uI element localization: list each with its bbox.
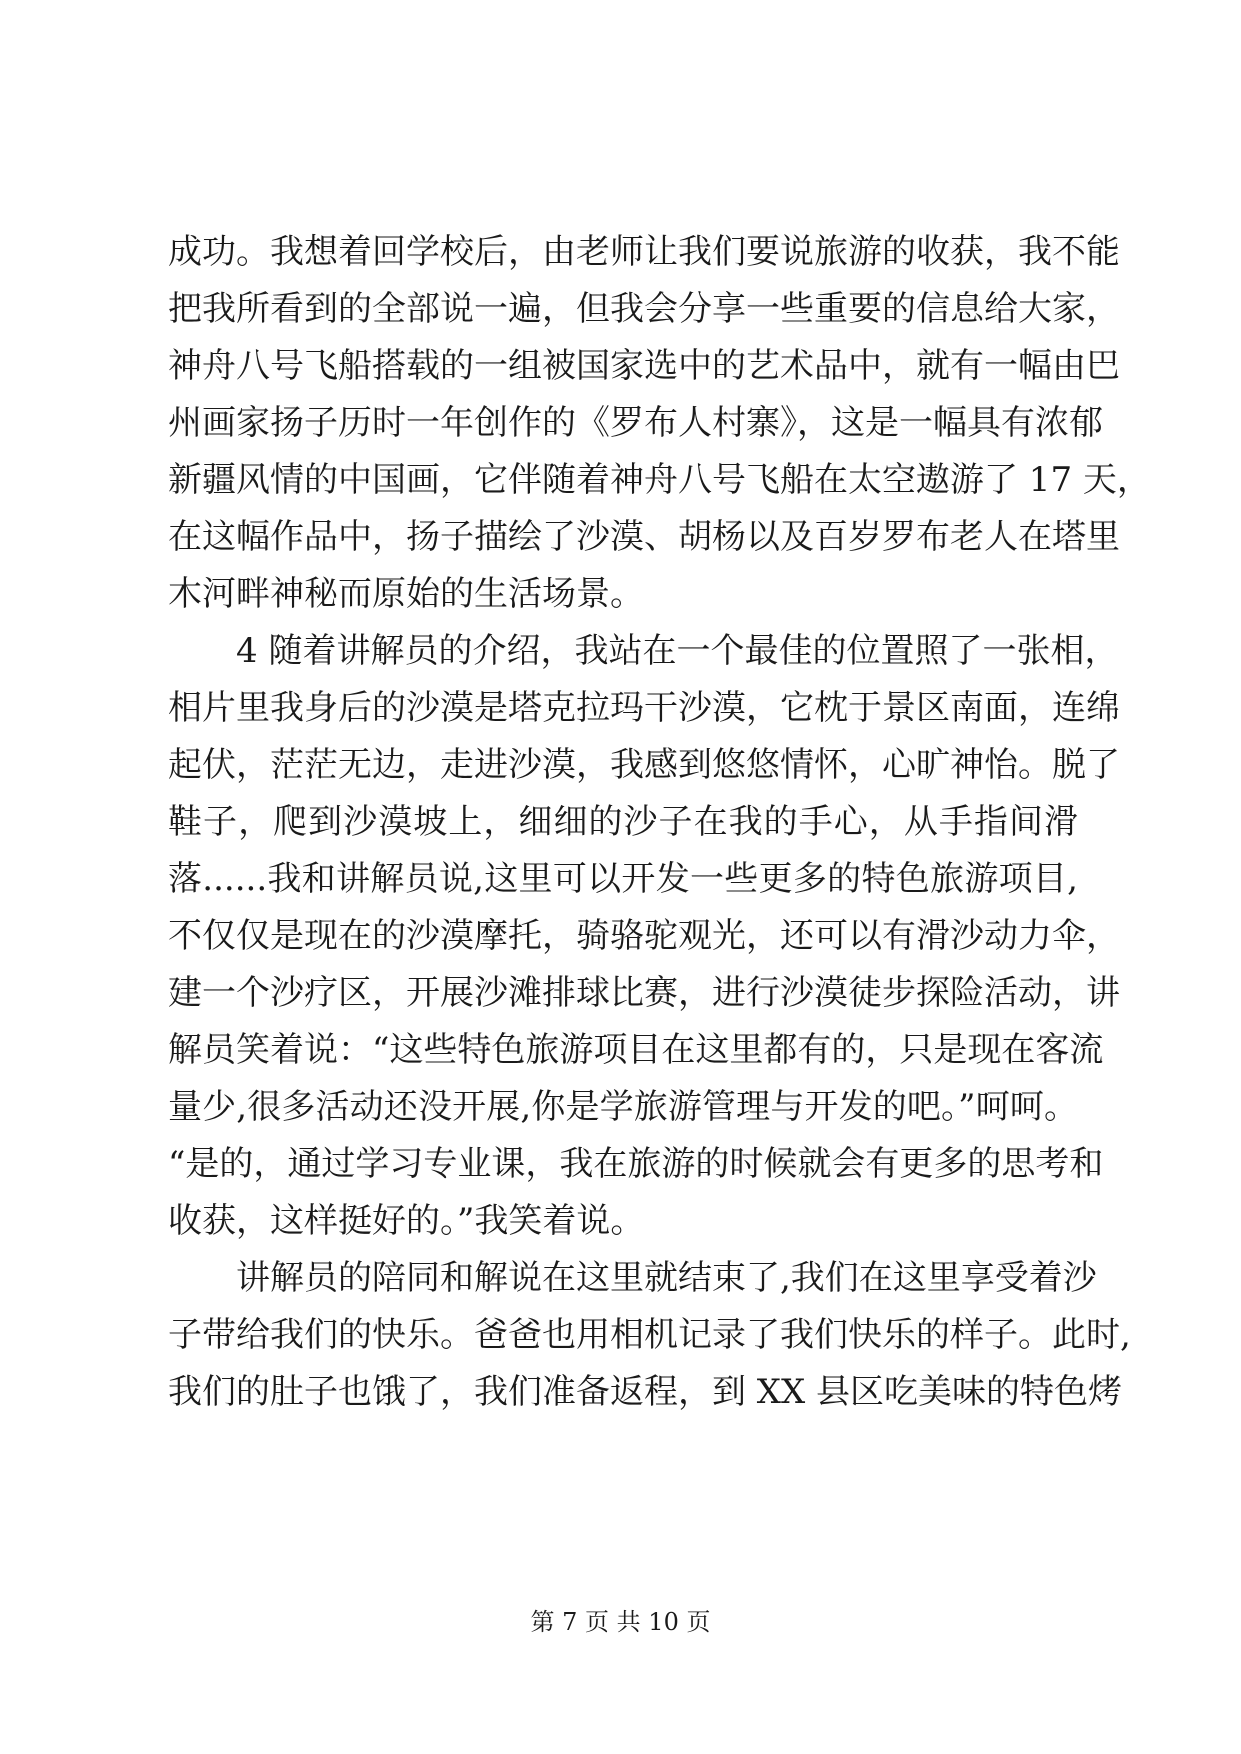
text-line: 新疆风情的中国画，它伴随着神舟八号飞船在太空遨游了 17 天，	[168, 460, 1151, 500]
text-line: 在这幅作品中，扬子描绘了沙漠、胡杨以及百岁罗布老人在塔里	[168, 517, 1120, 557]
text-line: 落......我和讲解员说,这里可以开发一些更多的特色旅游项目,	[168, 859, 1078, 899]
text-line: 量少,很多活动还没开展,你是学旅游管理与开发的吧。”呵呵。	[168, 1087, 1078, 1127]
text-line: 木河畔神秘而原始的生活场景。	[168, 574, 644, 614]
text-line: 子带给我们的快乐。爸爸也用相机记录了我们快乐的样子。此时,	[168, 1315, 1131, 1355]
text-line: 讲解员的陪同和解说在这里就结束了,我们在这里享受着沙	[236, 1258, 1097, 1298]
text-line: 解员笑着说：“这些特色旅游项目在这里都有的，只是现在客流	[168, 1030, 1104, 1070]
text-line: 神舟八号飞船搭载的一组被国家选中的艺术品中，就有一幅由巴	[168, 346, 1120, 386]
page-number: 第 7 页 共 10 页	[530, 1608, 711, 1636]
text-line: 起伏，茫茫无边，走进沙漠，我感到悠悠情怀，心旷神怡。脱了	[168, 745, 1120, 785]
text-line: “是的，通过学习专业课，我在旅游的时候就会有更多的思考和	[168, 1144, 1104, 1184]
text-line: 相片里我身后的沙漠是塔克拉玛干沙漠，它枕于景区南面，连绵	[168, 688, 1120, 728]
text-line: 建一个沙疗区，开展沙滩排球比赛，进行沙漠徒步探险活动，讲	[168, 973, 1120, 1013]
text-line: 州画家扬子历时一年创作的《罗布人村寨》，这是一幅具有浓郁	[168, 403, 1103, 443]
text-line: 收获，这样挺好的。”我笑着说。	[168, 1201, 645, 1241]
document-body	[168, 224, 1151, 1421]
text-line: 不仅仅是现在的沙漠摩托，骑骆驼观光，还可以有滑沙动力伞，	[168, 916, 1120, 956]
text-line: 我们的肚子也饿了，我们准备返程，到 XX 县区吃美味的特色烤	[168, 1372, 1123, 1412]
text-line: 4 随着讲解员的介绍，我站在一个最佳的位置照了一张相，	[236, 631, 1119, 671]
text-line: 鞋子，爬到沙漠坡上，细细的沙子在我的手心，从手指间滑	[168, 802, 1078, 842]
text-line: 成功。我想着回学校后，由老师让我们要说旅游的收获，我不能	[168, 232, 1120, 272]
text-line: 把我所看到的全部说一遍，但我会分享一些重要的信息给大家，	[168, 289, 1120, 329]
